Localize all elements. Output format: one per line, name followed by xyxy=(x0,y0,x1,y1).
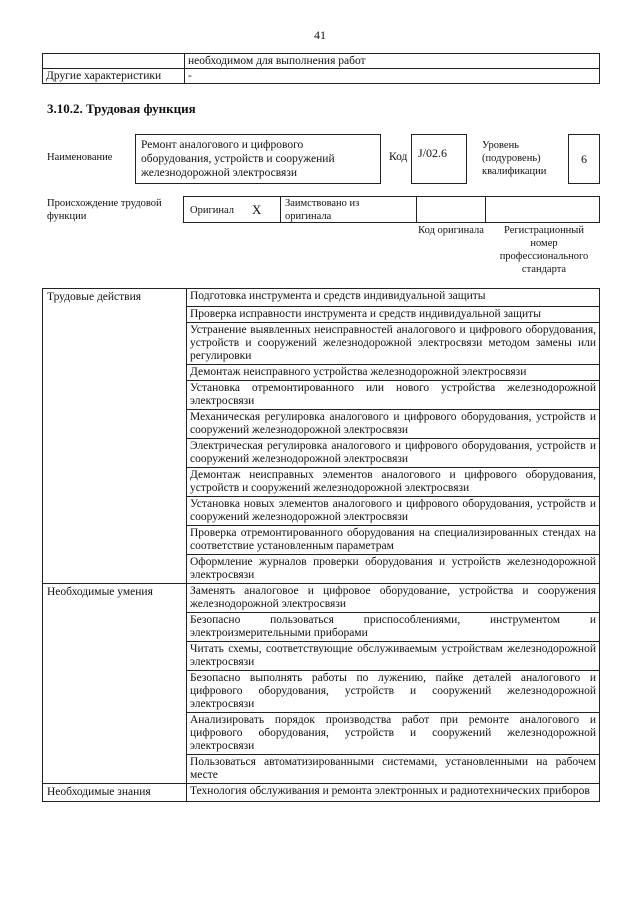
category-cell xyxy=(43,364,187,380)
section-heading: 3.10.2. Трудовая функция xyxy=(47,101,196,116)
item-cell: Безопасно выполнять работы по лужению, пайке деталей аналогового и цифрового оборудования, устройств и сооружений железнодорожной электросвязи xyxy=(187,670,600,712)
code-caption: Код оригинала xyxy=(418,225,484,236)
other-characteristics-table xyxy=(42,53,600,84)
function-details-table xyxy=(42,288,600,802)
name-label: Наименование xyxy=(47,152,113,163)
origin-code-cell xyxy=(416,196,486,223)
table-row xyxy=(43,380,600,409)
category-cell: Трудовые действия xyxy=(43,289,187,307)
table-row xyxy=(43,783,600,801)
table-row xyxy=(43,754,600,783)
item-cell: Демонтаж неисправных элементов аналогового и цифрового оборудования, устройств и сооружений железнодорожной электросвязи xyxy=(187,467,600,496)
table-row xyxy=(43,289,600,307)
table-row xyxy=(43,438,600,467)
item-cell: Анализировать порядок производства работ при ремонте аналогового и цифрового оборудования, устройств и сооружений железнодорожной электросвязи xyxy=(187,712,600,754)
category-cell xyxy=(43,754,187,783)
item-cell: Проверка отремонтированного оборудования на специализированных стендах на соответствие установленным параметрам xyxy=(187,525,600,554)
table-cell: - xyxy=(185,69,600,84)
item-cell: Заменять аналоговое и цифровое оборудование, устройства и сооружения железнодорожной электросвязи xyxy=(187,583,600,612)
table-row xyxy=(43,525,600,554)
origin-reg-cell xyxy=(485,196,600,223)
table-row xyxy=(43,322,600,364)
origin-borrowed-cell xyxy=(280,196,417,223)
table-cell: необходимом для выполнения работ xyxy=(185,54,600,69)
item-cell: Электрическая регулировка аналогового и цифрового оборудования, устройств и сооружений железнодорожной электросвязи xyxy=(187,438,600,467)
category-cell xyxy=(43,322,187,364)
item-cell: Технология обслуживания и ремонта электронных и радиотехнических приборов xyxy=(187,783,600,801)
category-cell xyxy=(43,525,187,554)
table-row xyxy=(43,54,600,69)
item-cell: Читать схемы, соответствующие обслуживаемым устройствам железнодорожной электросвязи xyxy=(187,641,600,670)
function-code-value: J/02.6 xyxy=(411,134,467,184)
category-cell xyxy=(43,306,187,322)
category-cell xyxy=(43,641,187,670)
table-row xyxy=(43,364,600,380)
table-row xyxy=(43,69,600,84)
page-number: 41 xyxy=(314,28,326,42)
category-cell xyxy=(43,496,187,525)
item-cell: Безопасно пользоваться приспособлениями, инструментом и электроизмерительными приборами xyxy=(187,612,600,641)
category-cell xyxy=(43,467,187,496)
table-row xyxy=(43,583,600,612)
table-row xyxy=(43,712,600,754)
item-cell: Пользоваться автоматизированными системами, установленными на рабочем месте xyxy=(187,754,600,783)
table-row xyxy=(43,554,600,583)
category-cell xyxy=(43,712,187,754)
category-cell xyxy=(43,612,187,641)
level-value: 6 xyxy=(568,134,600,184)
table-row xyxy=(43,467,600,496)
category-cell xyxy=(43,670,187,712)
table-cell: Другие характеристики xyxy=(43,69,185,84)
original-mark: X xyxy=(252,202,262,217)
origin-label: Происхождение трудовой функции xyxy=(47,198,162,222)
origin-original-cell xyxy=(183,196,281,223)
category-cell: Необходимые знания xyxy=(43,783,187,801)
table-row xyxy=(43,641,600,670)
item-cell: Демонтаж неисправного устройства железнодорожной электросвязи xyxy=(187,364,600,380)
category-cell: Необходимые умения xyxy=(43,583,187,612)
item-cell: Механическая регулировка аналогового и цифрового оборудования, устройств и сооружений железнодорожной электросвязи xyxy=(187,409,600,438)
item-cell: Подготовка инструмента и средств индивидуальной защиты xyxy=(187,289,600,307)
function-name-value: Ремонт аналогового и цифрового оборудования, устройств и сооружений железнодорожной электросвязи xyxy=(135,134,381,184)
item-cell: Проверка исправности инструмента и средств индивидуальной защиты xyxy=(187,306,600,322)
borrowed-label: Заимствовано из оригинала xyxy=(285,198,360,222)
table-row xyxy=(43,306,600,322)
item-cell: Установка новых элементов аналогового и цифрового оборудования, устройств и сооружений железнодорожной электросвязи xyxy=(187,496,600,525)
table-cell xyxy=(43,54,185,69)
level-label: Уровень (подуровень) квалификации xyxy=(482,140,547,177)
table-row xyxy=(43,409,600,438)
code-label: Код xyxy=(389,151,408,163)
reg-caption: Регистрационный номер профессионального стандарта xyxy=(499,225,589,275)
original-label: Оригинал xyxy=(190,205,234,216)
item-cell: Оформление журналов проверки оборудования и устройств железнодорожной электросвязи xyxy=(187,554,600,583)
table-row xyxy=(43,670,600,712)
item-cell: Установка отремонтированного или нового устройства железнодорожной электросвязи xyxy=(187,380,600,409)
category-cell xyxy=(43,380,187,409)
table-row xyxy=(43,496,600,525)
item-cell: Устранение выявленных неисправностей аналогового и цифрового оборудования, устройств и сооружений железнодорожной электросвязи методом замены или регулировки xyxy=(187,322,600,364)
table-row xyxy=(43,612,600,641)
category-cell xyxy=(43,409,187,438)
category-cell xyxy=(43,554,187,583)
category-cell xyxy=(43,438,187,467)
